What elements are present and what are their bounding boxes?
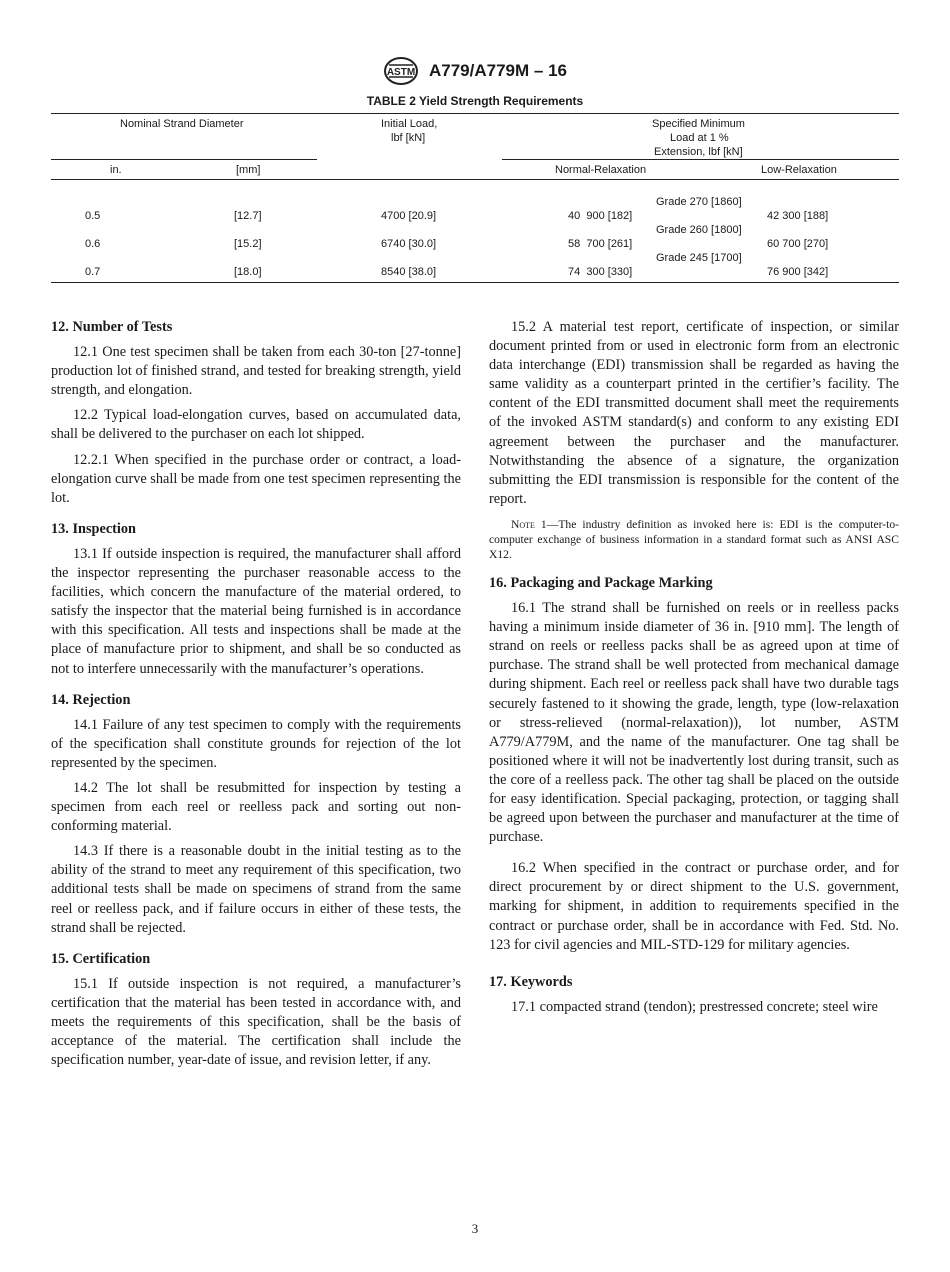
col-header-initial-2: lbf [kN]: [391, 132, 426, 144]
paragraph-12-2: 12.2 Typical load-elongation curves, based on accumulated data, shall be delivered to the purchaser on each lot shipped.: [51, 407, 461, 443]
sub-header-in: in.: [110, 164, 122, 176]
paragraph-13-1: 13.1 If outside inspection is required, the manufacturer shall afford the inspector representing the purchaser reasonable access to the facilities, which concern the manufacture of the material ordered, to satisfy the inspector that the material being furnished is in accordance with this specification. All tests and inspections shall be made at the place of manufacture prior to shipment, and shall be so conducted as not to interfere unnecessarily with the manufacturer’s operations.: [51, 545, 461, 677]
table-bottom-rule: [51, 282, 899, 283]
paragraph-16-1: 16.1 The strand shall be furnished on reels or in reelless packs having a minimum inside diameter of 36 in. [910 mm]. The length of strand on reels or reelless packs shall be as agreed upon at time of purchase. The strand shall be well protected from mechanical damage during shipment. Each reel or reelless pack shall have two durable tags securely fastened to it showing the grade, length, type (low-relaxation or stress-relieved (normal-relaxation)), lot number, ASTM A779/A779M, and the name of the manufacturer. One tag shall be positioned where it will not be inadvertently lost during transit, such as the core of a reelless pack. The other tag shall be placed on the outside for easy identification. Special packaging, protection, or tagging shall be agreed upon between the purchaser and manufacturer at the time of purchase.: [489, 600, 899, 846]
table-title: TABLE 2 Yield Strength Requirements: [366, 94, 584, 108]
table-sub-rule-left: [51, 159, 317, 160]
section-heading-14: 14. Rejection: [51, 691, 131, 708]
note-label: Note 1: [511, 517, 547, 531]
page-header: [0, 56, 950, 86]
paragraph-15-2: 15.2 A material test report, certificate of inspection, or similar document printed from or used in electronic form from an electronic data interchange (EDI) transmission shall be regarded as having the same validity as a counterpart printed in the certifier’s facility. The content of the EDI transmitted document shall meet the requirements of the invoked ASTM standard(s) and conform to any existing EDI agreement between the purchaser and the manufacturer. Notwithstanding the absence of a signature, the organization submitting the EDI transmission is responsible for the content of the report.: [489, 319, 899, 507]
cell-mm: [15.2]: [234, 238, 262, 250]
section-heading-15: 15. Certification: [51, 950, 151, 967]
section-heading-16: 16. Packaging and Package Marking: [489, 574, 713, 591]
section-heading-13: 13. Inspection: [51, 520, 136, 537]
page-number: 3: [471, 1221, 479, 1236]
col-header-spec-1: Specified Minimum: [652, 118, 745, 130]
section-heading-17: 17. Keywords: [489, 973, 573, 990]
cell-initial: 4700 [20.9]: [381, 210, 437, 222]
col-header-nominal: Nominal Strand Diameter: [120, 118, 244, 130]
cell-low: 42 300 [188]: [767, 210, 829, 222]
paragraph-14-2: 14.2 The lot shall be resubmitted for inspection by testing a specimen from each reel or reelless pack and sorting out non-conforming material.: [51, 779, 461, 835]
cell-low: 60 700 [270]: [767, 238, 829, 250]
cell-initial: 6740 [30.0]: [381, 238, 437, 250]
section-heading-12: 12. Number of Tests: [51, 319, 173, 335]
grade-label: Grade 260 [1800]: [656, 224, 742, 236]
paragraph-16-2: 16.2 When specified in the contract or purchase order, and for direct procurement by or direct shipment to the U.S. government, marking for shipment, in addition to requirements specified in the contract or purchase order, shall be in accordance with Fed. Std. No. 123 for civil agencies and MIL-STD-129 for military agencies.: [489, 860, 899, 953]
paragraph-12-2-1: 12.2.1 When specified in the purchase order or contract, a load-elongation curve shall be made from one test specimen representing the lot.: [51, 451, 461, 506]
paragraph-15-1: 15.1 If outside inspection is not required, a manufacturer’s certification that the material has been tested in accordance with, and meets the requirements of this specification, shall be the basis of acceptance of the material. The certification shall include the specification number, year-date of issue, and revision letter, if any.: [51, 975, 461, 1069]
table-header-rule: [51, 179, 899, 180]
grade-label: Grade 270 [1860]: [656, 196, 742, 208]
left-column: [51, 318, 461, 1076]
sub-header-normal: Normal-Relaxation: [555, 164, 647, 176]
cell-in: 0.7: [85, 266, 101, 278]
cell-normal: 40 900 [182]: [568, 210, 633, 222]
col-header-spec-3: Extension, lbf [kN]: [654, 146, 743, 158]
cell-normal: 74 300 [330]: [568, 266, 633, 278]
cell-normal: 58 700 [261]: [568, 238, 633, 250]
col-header-spec-2: Load at 1 %: [670, 132, 729, 144]
document-code: A779/A779M – 16: [429, 61, 567, 80]
table-top-rule: [51, 113, 899, 114]
right-column: [489, 318, 899, 1023]
paragraph-12-1: 12.1 One test specimen shall be taken from each 30-ton [27-tonne] production lot of finished strand, and tested for breaking strength, yield strength, and elongation.: [51, 344, 461, 399]
cell-initial: 8540 [38.0]: [381, 266, 437, 278]
paragraph-14-1: 14.1 Failure of any test specimen to comply with the requirements of the specification shall constitute grounds for rejection of the lot represented by the specimen.: [51, 716, 461, 771]
svg-text:ASTM: ASTM: [386, 67, 416, 78]
col-header-initial-1: Initial Load,: [381, 118, 438, 130]
cell-mm: [12.7]: [234, 210, 262, 222]
cell-in: 0.5: [85, 210, 101, 222]
sub-header-mm: [mm]: [236, 164, 261, 176]
table-sub-rule-right: [502, 159, 899, 160]
cell-mm: [18.0]: [234, 266, 262, 278]
note-1: [489, 517, 899, 562]
cell-low: 76 900 [342]: [767, 266, 829, 278]
astm-logo-icon: [383, 56, 419, 86]
paragraph-17-1: 17.1 compacted strand (tendon); prestressed concrete; steel wire: [511, 998, 878, 1015]
sub-header-low: Low-Relaxation: [761, 164, 837, 176]
grade-label: Grade 245 [1700]: [656, 252, 742, 264]
note-text: —The industry definition as invoked here is: EDI is the computer-to-computer exchange of business information in a standard format such as ANSI ASC X12.: [489, 517, 899, 561]
paragraph-14-3: 14.3 If there is a reasonable doubt in the initial testing as to the ability of the strand to meet any requirement of this specification, two additional tests shall be made on specimens of strand from the same reel or reelless pack, and if failure occurs in either of these tests, the strand shall be rejected.: [51, 843, 461, 936]
cell-in: 0.6: [85, 238, 101, 250]
